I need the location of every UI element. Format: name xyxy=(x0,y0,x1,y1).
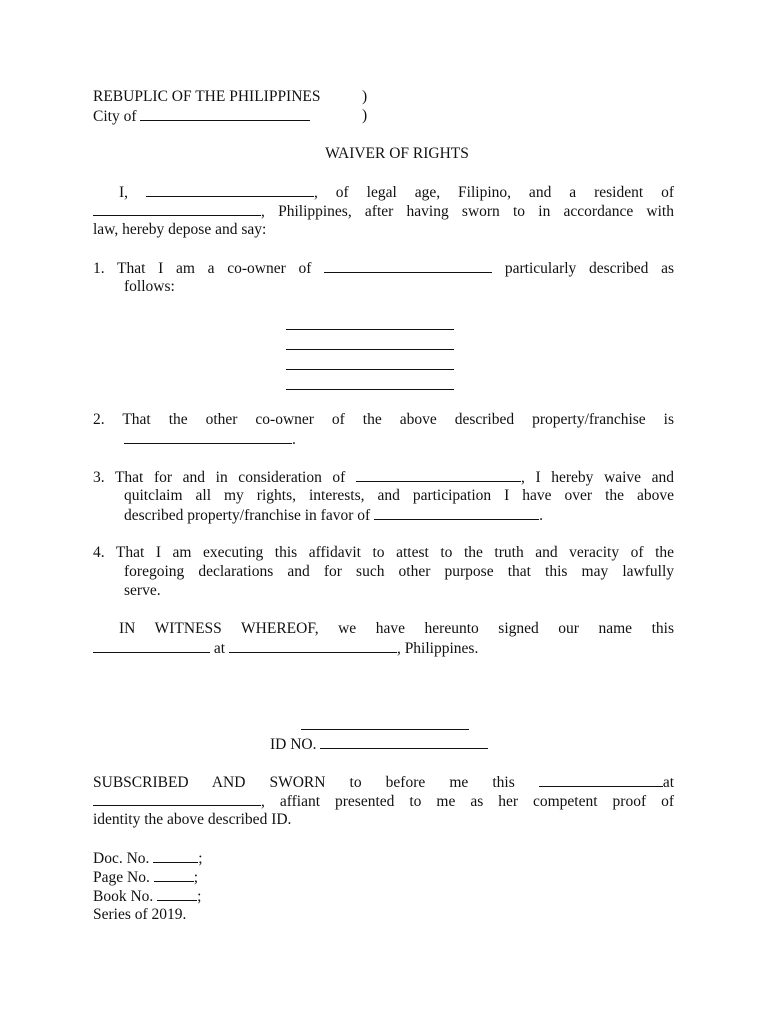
item4-line-2: foregoing declarations and for such other purpose that this may lawfully xyxy=(124,563,674,580)
affiant-name-blank[interactable] xyxy=(146,182,314,197)
favor-of-blank[interactable] xyxy=(374,505,539,520)
intro-i: I, xyxy=(119,184,129,201)
item3-text-c: described property/franchise in favor of xyxy=(124,507,371,524)
id-number-blank[interactable] xyxy=(320,734,488,749)
republic-text: REBUPLIC OF THE PHILIPPINES xyxy=(93,88,321,105)
item3-text-a: 3. That for and in consideration of xyxy=(93,469,346,486)
description-blank-1[interactable] xyxy=(286,329,454,330)
doc-no-label: Doc. No. xyxy=(93,850,150,867)
jurat-text-a: SUBSCRIBED AND SWORN to before me this xyxy=(93,774,515,791)
jurat-date-blank[interactable] xyxy=(539,772,663,787)
description-blank-3[interactable] xyxy=(286,369,454,370)
residence-blank[interactable] xyxy=(93,201,261,216)
page-no-line xyxy=(93,867,198,887)
page-no-label: Page No. xyxy=(93,869,150,886)
jurat-at: at xyxy=(662,774,674,791)
doc-no-line xyxy=(93,848,203,868)
item3-line-3 xyxy=(124,505,543,525)
item2-line-2 xyxy=(124,429,296,449)
jurat-line-2 xyxy=(93,791,674,811)
city-line xyxy=(93,106,310,126)
series-line: Series of 2019. xyxy=(93,906,187,923)
witness-date-blank[interactable] xyxy=(93,638,210,653)
book-no-label: Book No. xyxy=(93,888,154,905)
item1-line-2: follows: xyxy=(124,278,175,295)
witness-line-2 xyxy=(93,638,478,658)
jurat-place-blank[interactable] xyxy=(93,791,261,806)
witness-line-1: IN WITNESS WHEREOF, we have hereunto signed our name this xyxy=(119,620,674,637)
item3-line-1 xyxy=(93,467,674,487)
jurat-text-b: , affiant presented to me as her competent proof of xyxy=(261,793,674,810)
jurat-line-1 xyxy=(93,772,674,792)
jurat-line-3: identity the above described ID. xyxy=(93,811,292,828)
page-no-blank[interactable] xyxy=(154,867,194,882)
item1-text-a: 1. That I am a co-owner of xyxy=(93,260,312,277)
intro-text-1: , of legal age, Filipino, and a resident of xyxy=(313,184,674,201)
item2-line-1: 2. That the other co-owner of the above described property/franchise is xyxy=(93,411,674,428)
intro-line-1 xyxy=(119,182,674,202)
description-blank-4[interactable] xyxy=(286,389,454,390)
header-paren-2: ) xyxy=(362,107,368,124)
header-paren-1: ) xyxy=(362,88,368,105)
witness-at: at xyxy=(213,640,226,657)
intro-line-3: law, hereby depose and say: xyxy=(93,221,267,238)
id-label: ID NO. xyxy=(270,736,317,753)
witness-philippines: , Philippines. xyxy=(396,640,479,657)
item3-period: . xyxy=(539,507,543,524)
item3-line-2: quitclaim all my rights, interests, and participation I have over the above xyxy=(124,487,674,504)
republic-heading xyxy=(93,87,321,106)
book-no-blank[interactable] xyxy=(157,886,197,901)
description-blank-2[interactable] xyxy=(286,349,454,350)
city-label: City of xyxy=(93,108,137,125)
intro-text-2: , Philippines, after having sworn to in accordance with xyxy=(261,203,674,220)
page-no-semicolon: ; xyxy=(193,869,199,886)
jurat-date-group xyxy=(539,774,674,791)
other-co-owner-blank[interactable] xyxy=(124,429,292,444)
item4-line-3: serve. xyxy=(124,582,161,599)
document-title: WAIVER OF RIGHTS xyxy=(325,145,469,162)
book-no-line xyxy=(93,886,201,906)
item3-text-b: , I hereby waive and xyxy=(520,469,675,486)
id-line xyxy=(270,734,488,754)
item1-text-b: particularly described as xyxy=(504,260,675,277)
item1-line-1 xyxy=(93,258,674,278)
witness-place-blank[interactable] xyxy=(229,638,397,653)
item4-line-1: 4. That I am executing this affidavit to attest to the truth and veracity of the xyxy=(93,544,674,561)
consideration-blank[interactable] xyxy=(356,467,521,482)
intro-line-2 xyxy=(93,201,674,221)
book-no-semicolon: ; xyxy=(197,888,202,905)
signature-blank[interactable] xyxy=(301,729,469,730)
doc-no-semicolon: ; xyxy=(198,850,203,867)
property-blank[interactable] xyxy=(324,258,492,273)
doc-no-blank[interactable] xyxy=(153,848,198,863)
city-blank[interactable] xyxy=(140,106,310,121)
item2-period: . xyxy=(292,431,296,448)
